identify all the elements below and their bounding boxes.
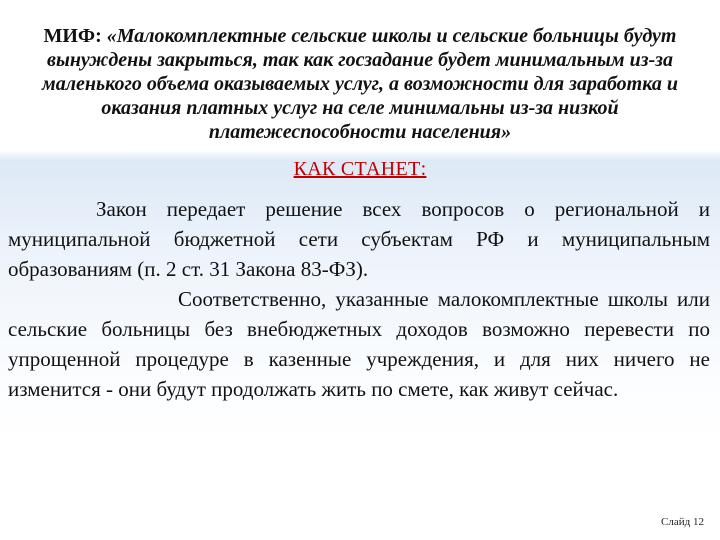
section-title: КАК СТАНЕТ: (293, 158, 427, 180)
slide-number: Слайд 12 (661, 516, 704, 528)
body-text (8, 194, 710, 404)
paragraph-consequence: Соответственно, указанные малокомплектные школы или сельские больницы без внебюджетных доходов возможно перевести по упрощенной процедуре в казенные учреждения, и для них ничего не изменится - они будут продолжать жить по смете, как живут сейчас. (8, 287, 710, 401)
myth-text: «Малокомплектные сельские школы и сельские больницы будут вынуждены закрыться, так как госзадание будет минимальным из-за маленького объема оказываемых услуг, а возможности для заработка и оказания платных услуг на селе минимальны из-за низкой платежеспособности населения» (42, 25, 678, 143)
paragraph-law: Закон передает решение всех вопросов о региональной и муниципальной бюджетной сети субъектам РФ и муниципальным образованиям (п. 2 ст. 31 Закона 83-ФЗ). (8, 197, 710, 281)
myth-label: МИФ: (43, 25, 102, 47)
myth-statement (8, 24, 712, 144)
